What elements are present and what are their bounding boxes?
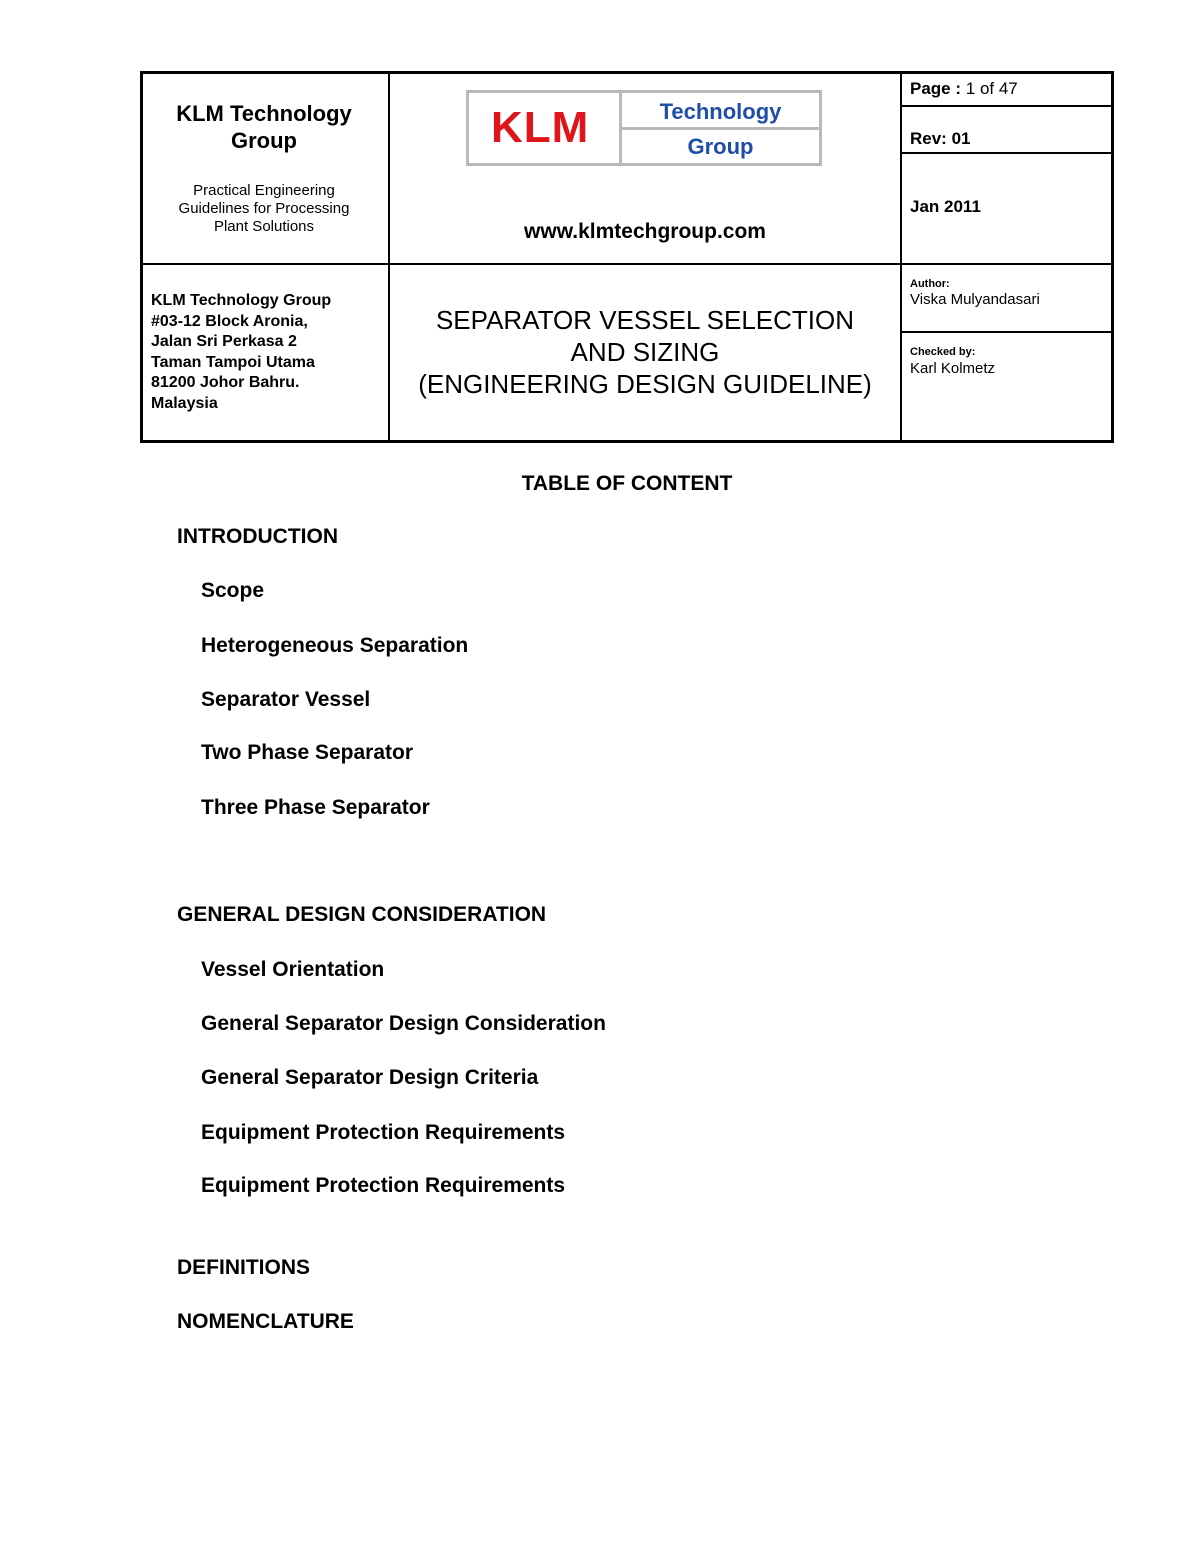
address-line: Jalan Sri Perkasa 2: [151, 333, 297, 350]
company-tagline: Practical Engineering Guidelines for Processing Plant Solutions: [178, 182, 350, 235]
author-name: Viska Mulyandasari: [910, 291, 1040, 308]
toc-section-title: NOMENCLATURE: [177, 1310, 354, 1333]
toc-item: General Separator Design Consideration: [201, 1012, 606, 1035]
page-number: [910, 79, 1018, 99]
toc-item: Two Phase Separator: [201, 741, 414, 764]
header-divider-rev: [900, 152, 1111, 154]
header-divider-right: [900, 74, 902, 440]
title-line: AND SIZING: [570, 337, 720, 367]
document-title: [390, 304, 900, 400]
address-line: #03-12 Block Aronia,: [151, 312, 308, 330]
toc-item: Equipment Protection Requirements: [201, 1174, 566, 1197]
issue-date: Jan 2011: [910, 197, 981, 216]
page-label: Page :: [910, 79, 962, 98]
address-line: KLM Technology Group: [151, 292, 332, 309]
toc-section-title: GENERAL DESIGN CONSIDERATION: [177, 903, 547, 926]
checked-by-label: Checked by:: [910, 346, 976, 358]
toc-item: Separator Vessel: [201, 688, 371, 711]
header-divider-middle: [143, 263, 1111, 265]
toc-item: Vessel Orientation: [201, 958, 385, 981]
title-line: (ENGINEERING DESIGN GUIDELINE): [418, 369, 872, 399]
toc-item: Heterogeneous Separation: [201, 634, 469, 657]
logo-technology-text: Technology: [659, 99, 782, 124]
revision: Rev: 01: [910, 129, 971, 148]
header-divider-page: [900, 105, 1111, 107]
toc-section-title: DEFINITIONS: [177, 1256, 311, 1279]
company-name: KLM Technology Group: [176, 101, 352, 153]
toc-item: Three Phase Separator: [201, 796, 430, 819]
logo-group-text: Group: [687, 134, 754, 159]
toc-item: Equipment Protection Requirements: [201, 1121, 566, 1144]
toc-item: General Separator Design Criteria: [201, 1066, 539, 1089]
klm-logo: [466, 90, 822, 166]
page-value: 1 of 47: [965, 79, 1018, 98]
checker-name: Karl Kolmetz: [910, 360, 996, 377]
address-line: Malaysia: [151, 394, 218, 412]
header-divider-author: [900, 331, 1111, 333]
toc-item: Scope: [201, 579, 265, 602]
website-url: www.klmtechgroup.com: [524, 220, 766, 243]
author-label: Author:: [910, 278, 950, 290]
logo-klm-text: KLM: [491, 103, 590, 152]
title-line: SEPARATOR VESSEL SELECTION: [435, 305, 855, 335]
logo-separator-horizontal: [622, 127, 819, 130]
company-address: [151, 291, 381, 414]
toc-section-title: INTRODUCTION: [177, 525, 338, 548]
address-line: Taman Tampoi Utama: [151, 353, 315, 371]
address-line: 81200 Johor Bahru.: [151, 374, 300, 391]
toc-heading: TABLE OF CONTENT: [521, 472, 733, 495]
